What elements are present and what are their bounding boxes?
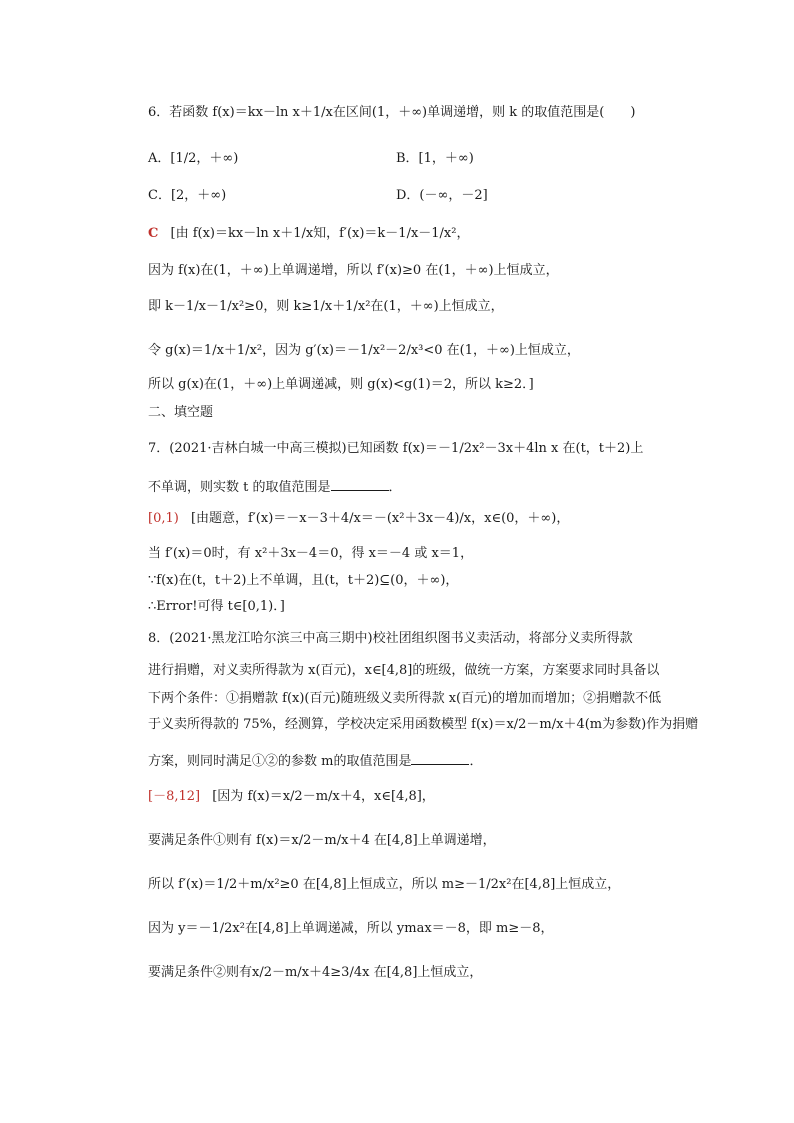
- q6-option-b: B．[1，＋∞): [396, 151, 474, 166]
- q8-solution-line-4: 因为 y＝－1/2x²在[4,8]上单调递减，所以 ymax＝－8，即 m≥－8，: [148, 921, 554, 936]
- q8-solution-text-1: [因为 f(x)＝x/2－m/x＋4，x∈[4,8]，: [212, 789, 435, 804]
- q8-stem-line-2: 进行捐赠，对义卖所得款为 x(百元)，x∈[4,8]的班级，做统一方案，方案要求同时具备以: [148, 663, 660, 678]
- q6-solution-line-1: [148, 225, 469, 243]
- q8-stem-end: ．: [469, 754, 483, 769]
- q7-answer: [0,1): [148, 511, 179, 526]
- q8-stem-line-4: 于义卖所得款的 75%，经测算，学校决定采用函数模型 f(x)＝x/2－m/x＋4(m为参数)作为捐赠: [148, 717, 699, 732]
- q8-answer: [－8,12]: [148, 789, 201, 804]
- q8-solution-line-2: 要满足条件①则有 f(x)＝x/2－m/x＋4 在[4,8]上单调递增，: [148, 833, 496, 848]
- q6-solution-text-1: [由 f(x)＝kx－ln x＋1/x知，f′(x)＝k－1/x－1/x²，: [170, 226, 470, 241]
- q7-solution-line-4: ∴Error!可得 t∈[0,1)．]: [148, 599, 285, 614]
- section-heading: 二、填空题: [148, 405, 214, 420]
- q6-solution-line-3: 即 k－1/x－1/x²≥0，则 k≥1/x＋1/x²在(1，＋∞)上恒成立，: [148, 299, 504, 314]
- q6-answer: C: [148, 226, 159, 241]
- q8-solution-line-3: 所以 f′(x)＝1/2＋m/x²≥0 在[4,8]上恒成立，所以 m≥－1/2x²在[4,8]上恒成立，: [148, 877, 621, 892]
- q7-solution-line-3: ∵f(x)在(t，t＋2)上不单调，且(t，t＋2)⊆(0，＋∞)，: [148, 573, 459, 588]
- q6-option-d: D．(－∞，－2]: [396, 188, 488, 203]
- q7-solution-line-2: 当 f′(x)＝0时，有 x²＋3x－4＝0，得 x＝－4 或 x＝1，: [148, 546, 474, 561]
- q8-stem-line-5: [148, 752, 482, 771]
- q7-solution-line-1: [148, 510, 569, 528]
- q7-stem-end: ．: [388, 480, 402, 495]
- q8-answer-blank: [411, 752, 469, 765]
- q7-stem-text-2: 不单调，则实数 t 的取值范围是: [148, 480, 331, 495]
- q8-solution-line-5: 要满足条件②则有x/2－m/x＋4≥3/4x 在[4,8]上恒成立，: [148, 965, 483, 980]
- q6-option-c: C．[2，＋∞): [148, 188, 227, 203]
- q8-stem-text-5: 方案，则同时满足①②的参数 m的取值范围是: [148, 754, 412, 769]
- q7-stem-line-1: 7．(2021·吉林白城一中高三模拟)已知函数 f(x)＝－1/2x²－3x＋4ln x 在(t，t＋2)上: [148, 441, 644, 456]
- q8-stem-line-1: 8．(2021·黑龙江哈尔滨三中高三期中)校社团组织图书义卖活动，将部分义卖所得款: [148, 631, 633, 646]
- q6-stem: 6．若函数 f(x)＝kx－ln x＋1/x在区间(1，＋∞)单调递增，则 k 的取值范围是( ): [148, 105, 636, 120]
- q6-solution-line-5: 所以 g(x)在(1，＋∞)上单调递减，则 g(x)<g(1)＝2，所以 k≥2．]: [148, 377, 534, 392]
- q6-solution-line-2: 因为 f(x)在(1，＋∞)上单调递增，所以 f′(x)≥0 在(1，＋∞)上恒成立，: [148, 263, 559, 278]
- q6-option-a: A．[1/2，＋∞): [148, 151, 239, 166]
- q7-answer-blank: [331, 478, 389, 491]
- q7-stem-line-2: [148, 478, 402, 497]
- q6-solution-line-4: 令 g(x)＝1/x＋1/x²，因为 g′(x)＝－1/x²－2/x³<0 在(1，＋∞)上恒成立，: [148, 343, 580, 358]
- q8-solution-line-1: [148, 788, 435, 806]
- q7-solution-text-1: [由题意，f′(x)＝－x－3＋4/x＝－(x²＋3x－4)/x，x∈(0，＋∞)，: [190, 511, 570, 526]
- q8-stem-line-3: 下两个条件：①捐赠款 f(x)(百元)随班级义卖所得款 x(百元)的增加而增加；②捐赠款不低: [148, 691, 662, 706]
